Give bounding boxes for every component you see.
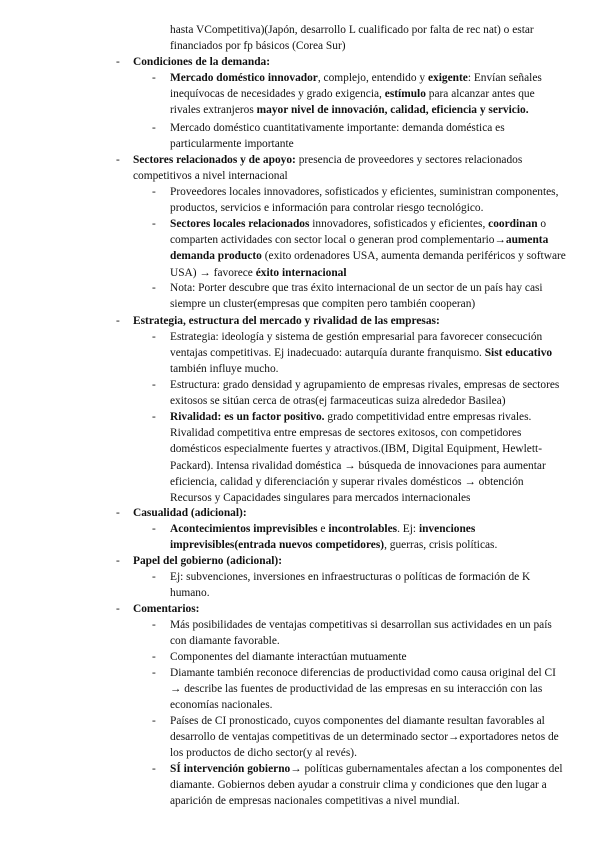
bullet-dash: - — [152, 218, 156, 230]
bullet-dash: - — [152, 667, 156, 679]
list-item — [0, 569, 600, 601]
section-heading — [0, 54, 600, 70]
list-item-text — [0, 409, 600, 506]
bullet-dash: - — [152, 122, 156, 134]
bold-phrase: exigente — [427, 72, 468, 84]
text-run: , guerras, crisis políticas. — [384, 539, 498, 552]
section-heading — [0, 313, 600, 329]
section-heading-text: Casualidad (adicional): — [133, 507, 247, 519]
bold-phrase: coordinan — [488, 218, 538, 230]
bold-phrase: invenciones imprevisibles(entrada nuevos competidores) — [170, 523, 476, 552]
bold-phrase: Sist educativo — [484, 347, 553, 360]
text-run: Países de CI pronosticado, cuyos componentes del diamante resultan favorables al desarrollo de ventajas competitivas de un determinado sector→exportadores netos de los productos de dicho sector(y al revés). — [170, 715, 559, 760]
list-item — [0, 329, 600, 378]
bold-phrase: Sectores locales relacionados — [170, 218, 310, 230]
text-run: para alcanzar antes que rivales extranjeros — [170, 88, 535, 117]
list-item-text — [0, 617, 600, 649]
bullet-dash: - — [152, 411, 156, 423]
list-item-text — [0, 329, 600, 378]
bullet-dash: - — [152, 651, 156, 663]
list-item — [0, 184, 600, 216]
list-item — [0, 617, 600, 649]
list-item-text — [0, 569, 600, 601]
list-item — [0, 216, 600, 281]
continuation-text: hasta VCompetitiva)(Japón, desarrollo L cualificado por falta de rec nat) o estar financiados por fp básicos (Corea Sur) — [170, 24, 534, 53]
bullet-dash: - — [116, 555, 120, 567]
list-item-text — [0, 649, 600, 665]
text-run: . Ej: — [397, 523, 419, 535]
list-item — [0, 665, 600, 714]
text-run: Ej: subvenciones, inversiones en infraestructuras o políticas de formación de K humano. — [170, 571, 531, 600]
list-item — [0, 409, 600, 506]
section-heading-text: Condiciones de la demanda: — [133, 56, 271, 68]
text-run: Nota: Porter descubre que tras éxito internacional de un sector de un país hay casi siempre un cluster(empresas que compiten pero también cooperan) — [170, 282, 543, 311]
section-comments — [0, 601, 600, 617]
list-item — [0, 649, 600, 665]
list-item-text — [0, 216, 600, 281]
bold-phrase: aumenta demanda producto — [170, 234, 549, 263]
text-run: Mercado doméstico cuantitativamente importante: demanda doméstica es particularmente importante — [170, 122, 505, 151]
list-item — [0, 521, 600, 553]
list-item-text — [0, 70, 600, 119]
bullet-dash: - — [152, 619, 156, 631]
bullet-dash: - — [116, 56, 120, 68]
list-item-text — [0, 521, 600, 553]
bullet-dash: - — [116, 315, 120, 327]
bold-phrase: éxito internacional — [255, 266, 347, 279]
section-heading — [0, 152, 600, 184]
section-chance — [0, 505, 600, 521]
list-item-text — [0, 120, 600, 152]
bold-phrase: Acontecimientos imprevisibles — [170, 523, 318, 535]
bold-phrase: SÍ intervención gobierno — [170, 763, 291, 775]
bullet-dash: - — [152, 186, 156, 198]
text-run: también influye mucho. — [170, 363, 279, 376]
text-run: Componentes del diamante interactúan mutuamente — [170, 651, 407, 663]
list-item-text — [0, 377, 600, 409]
list-item — [0, 761, 600, 810]
bullet-dash: - — [152, 763, 156, 775]
list-item-text — [0, 280, 600, 312]
section-heading-text: Comentarios: — [133, 603, 200, 615]
section-strategy — [0, 313, 600, 329]
section-related-sectors — [0, 152, 600, 184]
section-heading-text: Papel del gobierno (adicional): — [133, 555, 283, 567]
text-run: o comparten actividades con sector local o generan prod complementario→ — [170, 218, 547, 247]
section-government — [0, 553, 600, 569]
bullet-dash: - — [152, 282, 156, 294]
text-run: Más posibilidades de ventajas competitivas si desarrollan sus actividades en un país con diamante favorable. — [170, 619, 552, 648]
section-heading — [0, 553, 600, 569]
bullet-dash: - — [152, 379, 156, 391]
continuation-block — [0, 22, 600, 54]
bold-phrase: Mercado doméstico innovador — [170, 72, 318, 84]
text-run: : Envían señales inequívocas de necesidades y grado exigencia, — [170, 72, 542, 101]
list-item — [0, 120, 600, 152]
bullet-dash: - — [116, 154, 120, 166]
bullet-dash: - — [152, 331, 156, 343]
text-run: , complejo, entendido y — [317, 72, 428, 84]
text-run: → políticas gubernamentales afectan a los componentes del diamante. Gobiernos deben ayudar a construir clima y condiciones que den lugar a aparición de empresas nacionales competitivas a nivel mundial. — [170, 763, 563, 808]
text-run: innovadores, sofisticados y eficientes, — [309, 218, 489, 230]
section-heading-text: Estrategia, estructura del mercado y rivalidad de las empresas: — [133, 315, 440, 327]
text-run: grado competitividad entre empresas rivales. Rivalidad competitiva entre empresas de sectores exitosos, con competidores domésticos especialmente fuertes y atractivos.(IBM, Digital Equipment, Hewlett-Packard). Intensa rivalidad doméstica → búsqueda de innovaciones para aumentar eficiencia, calidad y diferenciación y superar rivales domésticos → obtención Recursos y Capacidades singulares para mercados internacionales — [170, 411, 546, 505]
text-run: Estrategia: ideología y sistema de gestión empresarial para favorecer consecución ventajas competitivas. Ej inadecuado: autarquía durante franquismo. — [170, 331, 543, 360]
list-item — [0, 713, 600, 762]
list-item — [0, 70, 600, 119]
list-item-text — [0, 665, 600, 714]
bullet-dash: - — [116, 603, 120, 615]
bullet-dash: - — [152, 523, 156, 535]
bold-phrase: estímulo — [384, 88, 426, 101]
text-run: Proveedores locales innovadores, sofisticados y eficientes, suministran componentes, productos, servicios e información para controlar riesgo tecnológico. — [170, 186, 559, 215]
section-heading — [0, 601, 600, 617]
bold-phrase: mayor nivel de innovación, calidad, eficiencia y servicio. — [256, 104, 529, 117]
bullet-dash: - — [152, 715, 156, 727]
bold-phrase: incontrolables — [328, 523, 398, 535]
list-item — [0, 280, 600, 312]
text-run: (exito ordenadores USA, aumenta demanda periféricos y software USA) → favorece — [170, 250, 566, 279]
bullet-dash: - — [116, 507, 120, 519]
bullet-dash: - — [152, 571, 156, 583]
list-item — [0, 377, 600, 409]
text-run: Estructura: grado densidad y agrupamiento de empresas rivales, empresas de sectores exitosos se sitúan cerca de otras(ej farmaceuticas suiza alrededor Basilea) — [170, 379, 560, 408]
section-heading-text: presencia de proveedores y sectores relacionados competitivos a nivel internacional — [133, 154, 523, 183]
bullet-dash: - — [152, 72, 156, 84]
list-item-text — [0, 713, 600, 762]
text-run: Diamante también reconoce diferencias de productividad como causa original del CI → describe las fuentes de productividad de las empresas en su interacción con las economías nacionales. — [170, 667, 556, 712]
bold-phrase: Rivalidad: es un factor positivo. — [170, 411, 325, 423]
list-item-text — [0, 184, 600, 216]
text-run: e — [317, 523, 329, 535]
section-heading — [0, 505, 600, 521]
list-item-text — [0, 761, 600, 810]
section-demand — [0, 54, 600, 70]
section-heading-text: Sectores relacionados y de apoyo: — [133, 154, 296, 166]
